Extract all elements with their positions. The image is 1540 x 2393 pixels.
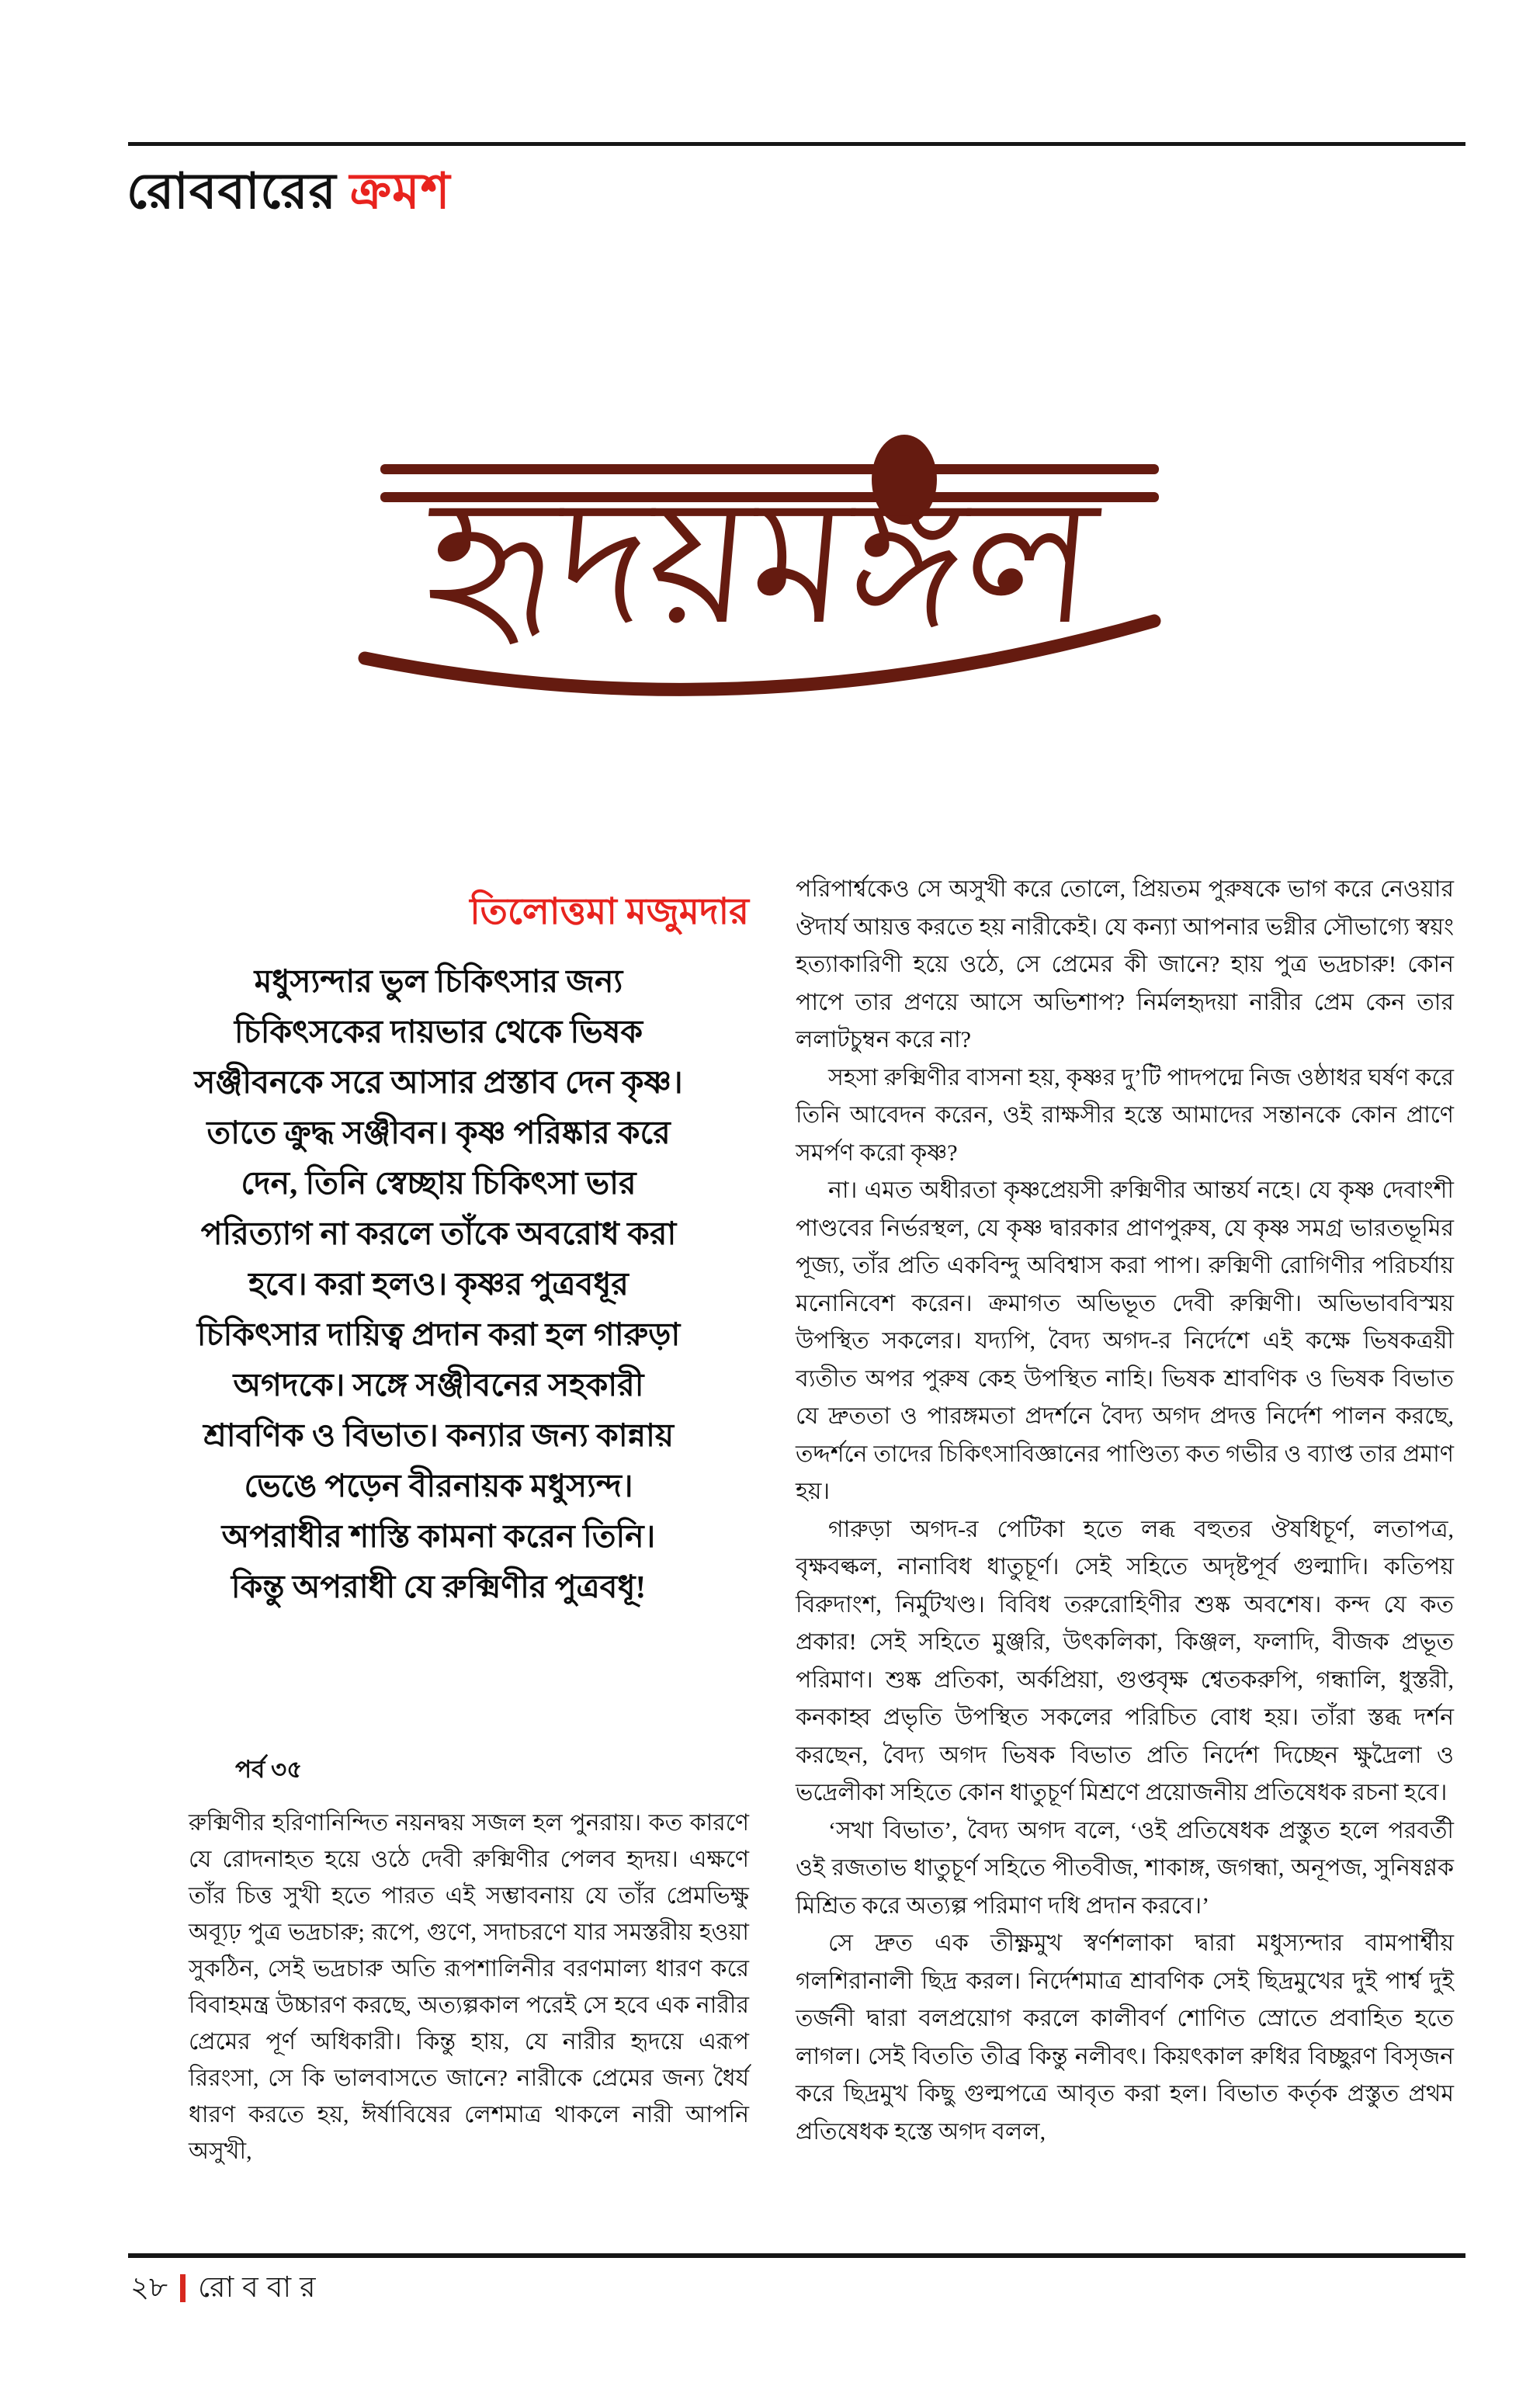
standfirst-line: চিকিৎসার দায়িত্ব প্রদান করা হল গারুড়া	[196, 1316, 681, 1352]
part-label: পর্ব ৩৫	[235, 1756, 303, 1783]
body-paragraph: গারুড়া অগদ-র পেটিকা হতে লব্ধ বহুতর ঔষধিচূর্ণ, লতাপত্র, বৃক্ষবল্কল, নানাবিধ ধাতুচূর্ণ। সেই সহিতে অদৃষ্টপূর্ব গুল্মাদি। কতিপয় বিরুদাংশ, নির্মুটখণ্ড। বিবিধ তরুরোহিণীর শুষ্ক অবশেষ। কন্দ যে কত প্রকার! সেই সহিতে মুঞ্জরি, উৎকলিকা, কিঞ্জল, ফলাদি, বীজক প্রভূত পরিমাণ। শুষ্ক প্রতিকা, অর্কপ্রিয়া, গুপ্তবৃক্ষ শ্বেতকরুপি, গন্ধালি, ধুস্তরী, কনকাহ্ব প্রভৃতি উপস্থিত সকলের পরিচিত বোধ হয়। তাঁরা স্তব্ধ দর্শন করছেন, বৈদ্য অগদ ভিষক বিভাত প্রতি নির্দেশ দিচ্ছেন ক্ষুদ্রৈলা ও ভদ্রেলীকা সহিতে কোন ধাতুচূর্ণ মিশ্রণে প্রয়োজনীয় প্রতিষেধক রচনা হবে।	[796, 1516, 1454, 1805]
footer	[130, 2270, 324, 2306]
standfirst-line: সঞ্জীবনকে সরে আসার প্রস্তাব দেন কৃষ্ণ।	[194, 1064, 683, 1100]
standfirst-line: দেন, তিনি স্বেচ্ছায় চিকিৎসা ভার	[241, 1165, 636, 1201]
standfirst-line: হবে। করা হলও। কৃষ্ণর পুত্রবধূর	[248, 1266, 629, 1302]
standfirst-line: কিন্তু অপরাধী যে রুক্মিণীর পুত্রবধূ!	[231, 1569, 647, 1604]
magazine-name: রোববার	[198, 2271, 324, 2304]
standfirst-line: চিকিৎসকের দায়ভার থেকে ভিষক	[234, 1014, 643, 1049]
top-rule	[128, 142, 1465, 146]
right-column	[796, 871, 1454, 2151]
standfirst-line: অপরাধীর শাস্তি কামনা করেন তিনি।	[221, 1518, 656, 1554]
standfirst-line: মধুস্যন্দার ভুল চিকিৎসার জন্য	[254, 963, 623, 999]
masthead	[127, 154, 451, 237]
standfirst	[128, 956, 749, 1612]
footer-separator-bar	[180, 2274, 186, 2302]
body-paragraph: না। এমত অধীরতা কৃষ্ণপ্রেয়সী রুক্মিণীর আন্তর্য নহে। যে কৃষ্ণ দেবাংশী পাণ্ডবের নির্ভরস্থল, যে কৃষ্ণ দ্বারকার প্রাণপুরুষ, যে কৃষ্ণ সমগ্র ভারতভূমির পূজ্য, তাঁর প্রতি একবিন্দু অবিশ্বাস করা পাপ। রুক্মিণী রোগিণীর পরিচর্যায় মনোনিবেশ করেন। ক্রমাগত অভিভূত দেবী রুক্মিণী। অভিভাববিস্ময় উপস্থিত সকলের। যদ্যপি, বৈদ্য অগদ-র নির্দেশে এই কক্ষে ভিষকত্রয়ী ব্যতীত অপর পুরুষ কেহ উপস্থিত নাহি। ভিষক শ্রাবণিক ও ভিষক বিভাত যে দ্রুততা ও পারঙ্গমতা প্রদর্শনে বৈদ্য অগদ প্রদত্ত নির্দেশ পালন করছে, তদ্দর্শনে তাদের চিকিৎসাবিজ্ঞানের পাণ্ডিত্য কত গভীর ও ব্যাপ্ত তার প্রমাণ হয়।	[796, 1177, 1454, 1504]
page-number: ২৮	[130, 2271, 168, 2304]
author-name: তিলোত্তমা মজুমদার	[470, 892, 749, 932]
body-paragraph: পরিপার্শ্বকেও সে অসুখী করে তোলে, প্রিয়তম পুরুষকে ভাগ করে নেওয়ার ঔদার্য আয়ত্ত করতে হয় নারীকেই। যে কন্যা আপনার ভগ্নীর সৌভাগ্যে স্বয়ং হত্যাকারিণী হয়ে ওঠে, সে প্রেমের কী জানে? হায় পুত্র ভদ্রচারু! কোন পাপে তার প্রণয়ে আসে অভিশাপ? নির্মলহৃদয়া নারীর প্রেম কেন তার ললাটচুম্বন করে না?	[796, 876, 1454, 1053]
standfirst-line: পরিত্যাগ না করলে তাঁকে অবরোধ করা	[200, 1216, 677, 1251]
body-paragraph: সে দ্রুত এক তীক্ষ্ণমুখ স্বর্ণশলাকা দ্বারা মধুস্যন্দার বামপার্শ্বীয় গলশিরানালী ছিদ্র করল। নির্দেশমাত্র শ্রাবণিক সেই ছিদ্রমুখের দুই পার্শ্ব দুই তর্জনী দ্বারা বলপ্রয়োগ করলে কালীবর্ণ শোণিত স্রোতে প্রবাহিত হতে লাগল। সেই বিততি তীব্র কিন্তু নলীবৎ। কিয়ৎকাল রুধির বিচ্ছুরণ বিসৃজন করে ছিদ্রমুখ কিছু গুল্মপত্রে আবৃত করা হল। বিভাত কর্তৃক প্রস্তুত প্রথম প্রতিষেধক হস্তে অগদ বলল,	[796, 1930, 1454, 2145]
article-title: হৃদয়মঙ্গল	[418, 466, 1104, 660]
standfirst-line: অগদকে। সঙ্গে সঞ্জীবনের সহকারী	[233, 1367, 644, 1403]
masthead-word-red: ক্রমশ	[349, 164, 451, 219]
footer-rule	[128, 2253, 1465, 2258]
standfirst-line: তাতে ক্রুদ্ধ সঞ্জীবন। কৃষ্ণ পরিষ্কার করে	[206, 1115, 671, 1150]
standfirst-line: শ্রাবণিক ও বিভাত। কন্যার জন্য কান্নায়	[203, 1417, 675, 1453]
body-paragraph: ‘সখা বিভাত’, বৈদ্য অগদ বলে, ‘ওই প্রতিষেধক প্রস্তুত হলে পরবর্তী ওই রজতাভ ধাতুচূর্ণ সহিতে পীতবীজ, শাকাঙ্গ, জগন্ধা, অনূপজ, সুনিষণ্ণক মিশ্রিত করে অত্যল্প পরিমাণ দধি প্রদান করবে।’	[796, 1817, 1454, 1919]
masthead-word-black: রোববারের	[127, 164, 337, 219]
body-paragraph: সহসা রুক্মিণীর বাসনা হয়, কৃষ্ণর দু’টি পাদপদ্মে নিজ ওষ্ঠাধর ঘর্ষণ করে তিনি আবেদন করেন, ওই রাক্ষসীর হস্তে আমাদের সন্তানকে কোন প্রাণে সমর্পণ করো কৃষ্ণ?	[796, 1064, 1454, 1166]
left-column-text: রুক্মিণীর হরিণানিন্দিত নয়নদ্বয় সজল হল পুনরায়। কত কারণে যে রোদনাহত হয়ে ওঠে দেবী রুক্মিণীর পেলব হৃদয়। এক্ষণে তাঁর চিত্ত সুখী হতে পারত এই সম্ভাবনায় যে তাঁর প্রেমভিক্ষু অব্যূঢ় পুত্র ভদ্রচারু; রূপে, গুণে, সদাচরণে যার সমস্তরীয় হওয়া সুকঠিন, সেই ভদ্রচারু অতি রূপশালিনীর বরণমাল্য ধারণ করে বিবাহমন্ত্র উচ্চারণ করছে, অত্যল্পকাল পরেই সে হবে এক নারীর প্রেমের পূর্ণ অধিকারী। কিন্তু হায়, যে নারীর হৃদয়ে এরূপ রিরংসা, সে কি ভালবাসতে জানে? নারীকে প্রেমের জন্য ধৈর্য ধারণ করতে হয়, ঈর্ষাবিষের লেশমাত্র থাকলে নারী আপনি অসুখী,	[189, 1810, 749, 2164]
standfirst-line: ভেঙে পড়েন বীরনায়ক মধুস্যন্দ।	[244, 1468, 633, 1503]
